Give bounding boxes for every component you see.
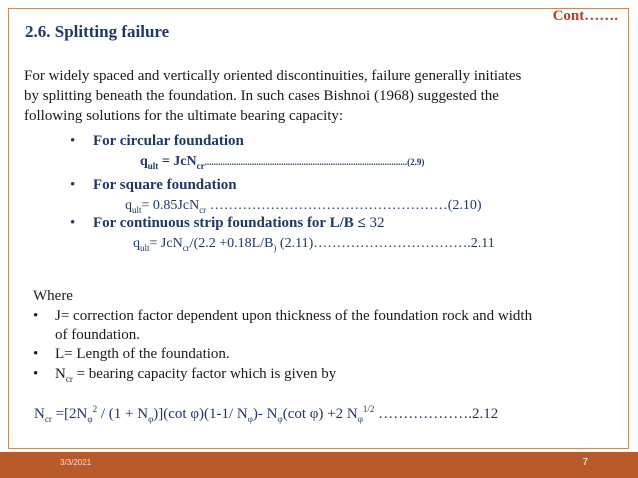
solution-strip-label: For continuous strip foundations for L/B ≤ 32 — [93, 215, 385, 231]
intro-line-3: following solutions for the ultimate bearing capacity: — [24, 108, 344, 124]
formula-2-9: $q_{ult} = JcN_{cr}..........................................................................................(2.9)$ — [140, 154, 425, 171]
section-title: 2.6. Splitting failure — [25, 22, 170, 41]
formula-2-11: $q_{ult}= JcN_{cr}/(2.2 +0.18L/B_)$ (2.11)…………………………….2.11 — [133, 236, 495, 253]
intro-line-1: For widely spaced and vertically oriented discontinuities, failure generally initiates — [24, 68, 522, 84]
solution-circular-label: For circular foundation — [93, 133, 244, 149]
bullet-dot: • — [33, 346, 39, 362]
footer-date: 3/3/2021 — [60, 458, 92, 467]
bullet-dot: • — [33, 308, 39, 324]
definition-l: L= Length of the foundation. — [55, 346, 230, 362]
continued-label: Cont……. — [552, 8, 618, 24]
intro-paragraph — [24, 66, 584, 126]
page-number: 7 — [582, 457, 588, 468]
bullet-dot: • — [70, 133, 76, 149]
footer-bar — [0, 452, 638, 478]
definition-ncr: $N_{cr}$ = bearing capacity factor which is given by — [55, 366, 337, 384]
formula-2-12: $N_{cr} =[2N_\varphi^2 / (1 + N_\varphi)](\cot$ φ)(1-1/ $N_\varphi)-$ $N_\varphi(\cot$ φ) +2 $N_\varphi^{1/2}$ ……………….2.12 — [34, 404, 499, 424]
bullet-dot: • — [70, 177, 76, 193]
definition-j-line-2: of foundation. — [55, 327, 140, 343]
bullet-dot: • — [70, 215, 76, 231]
formula-2-10: $q_{ult}= 0.85JcN_{cr}$ ……………………………………………(2.10) — [125, 198, 482, 215]
intro-line-2: by splitting beneath the foundation. In such cases Bishnoi (1968) suggested the — [24, 88, 499, 104]
where-heading: Where — [33, 288, 73, 304]
solution-square-label: For square foundation — [93, 177, 237, 193]
definition-j-line-1: J= correction factor dependent upon thickness of the foundation rock and width — [55, 308, 533, 324]
bullet-dot: • — [33, 366, 39, 382]
